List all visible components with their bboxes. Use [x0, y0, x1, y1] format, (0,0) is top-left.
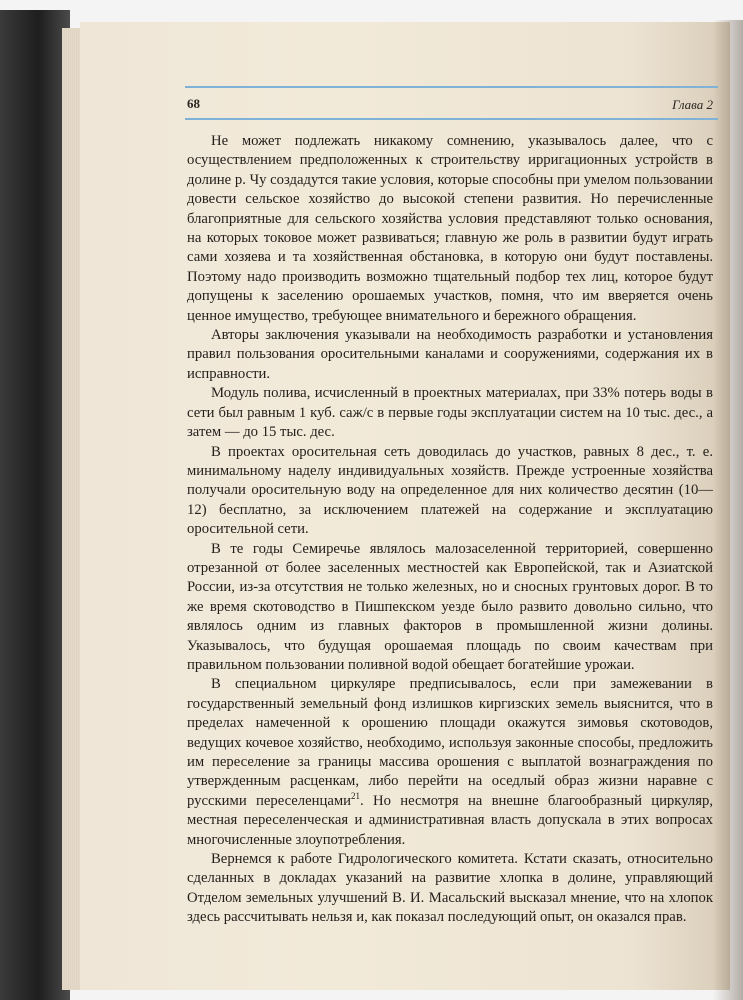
chapter-label: Глава 2: [672, 97, 713, 112]
body-text: [187, 132, 713, 928]
paragraph: В те годы Семиречье являлось малозаселенной территорией, совершенно отрезанной от более заселенных местностей как Европейской, так и Азиатской России, из-за отсутствия не только железных, но и сносных грунтовых дорог. В то же время скотоводство в Пишпекском уезде было развито довольно сильно, что являлось одним из главных факторов в промышленной жизни долины. Указывалось, что будущая орошаемая площадь по своим качествам при правильном пользовании поливной водой обещает богатейшие урожаи.: [187, 540, 713, 673]
header-rule-bottom: [185, 118, 718, 120]
page-gutter-shadow: [713, 20, 743, 1000]
paragraph: Не может подлежать никакому сомнению, указывалось далее, что с осуществлением предположенных к строительству ирригационных устройств в долине р. Чу создадутся такие условия, которые способны при умелом пользовании довести сельское хозяйство до высокой степени развития. Но перечисленные благоприятные для сельского хозяйства условия представляют только основания, на которых токовое может развиваться; главную же роль в развитии будут играть сами хозяева и та хозяйственная обстановка, в которую они будут поставлены. Поэтому надо производить возможно тщательный подбор тех лиц, которое будут допущены к заселению орошаемых участков, помня, что им вверяется очень ценное имущество, требующее внимательного и бережного обращения.: [187, 133, 713, 324]
book-binding-edge: [0, 10, 70, 1000]
header-rule-top: [185, 86, 718, 88]
page-number: 68: [187, 96, 200, 111]
paragraph-text: . Но несмотря на внешне благообразный циркуляр, местная переселенческая и административная власть допускала в этих вопросах многочисленные злоупотребления.: [187, 792, 714, 848]
paragraph-text: В специальном циркуляре предписывалось, если при замежевании в государственный земельный фонд излишков киргизских земель выяснится, что в пределах намеченной к орошению площади окажутся зимовья скотоводов, ведущих кочевое хозяйство, необходимо, используя законные способы, предложить им переселение за границы массива орошения с выплатой вознаграждения по утвержденным расценкам, либо перейти на оседлый образ жизни наравне с русскими переселенцами: [187, 676, 713, 809]
paragraph: Вернемся к работе Гидрологического комитета. Кстати сказать, относительно сделанных в докладах указаний на развитие хлопка в долине, управляющий Отделом земельных улучшений В. И. Масальский высказал мнение, что на хлопок здесь рассчитывать нельзя и, как показал последующий опыт, он оказался прав.: [187, 851, 713, 926]
page-stack-edge: [62, 28, 82, 990]
paragraph: В проектах оросительная сеть доводилась до участков, равных 8 дес., т. е. минимальному наделу индивидуальных хозяйств. Прежде устроенные хозяйства получали оросительную воду на определенное для них количество десятин (10—12) бесплатно, за исключением платежей на содержание и эксплуатацию оросительной сети.: [187, 443, 713, 538]
paragraph: Авторы заключения указывали на необходимость разработки и установления правил пользования оросительными каналами и сооружениями, содержания их в исправности.: [187, 327, 713, 382]
footnote-ref: 21: [351, 790, 361, 801]
paragraph: Модуль полива, исчисленный в проектных материалах, при 33% потерь воды в сети был равным 1 куб. саж/с в первые годы эксплуатации систем на 10 тыс. дес., а затем — до 15 тыс. дес.: [187, 385, 713, 441]
paragraph-with-footnote: [187, 675, 713, 850]
